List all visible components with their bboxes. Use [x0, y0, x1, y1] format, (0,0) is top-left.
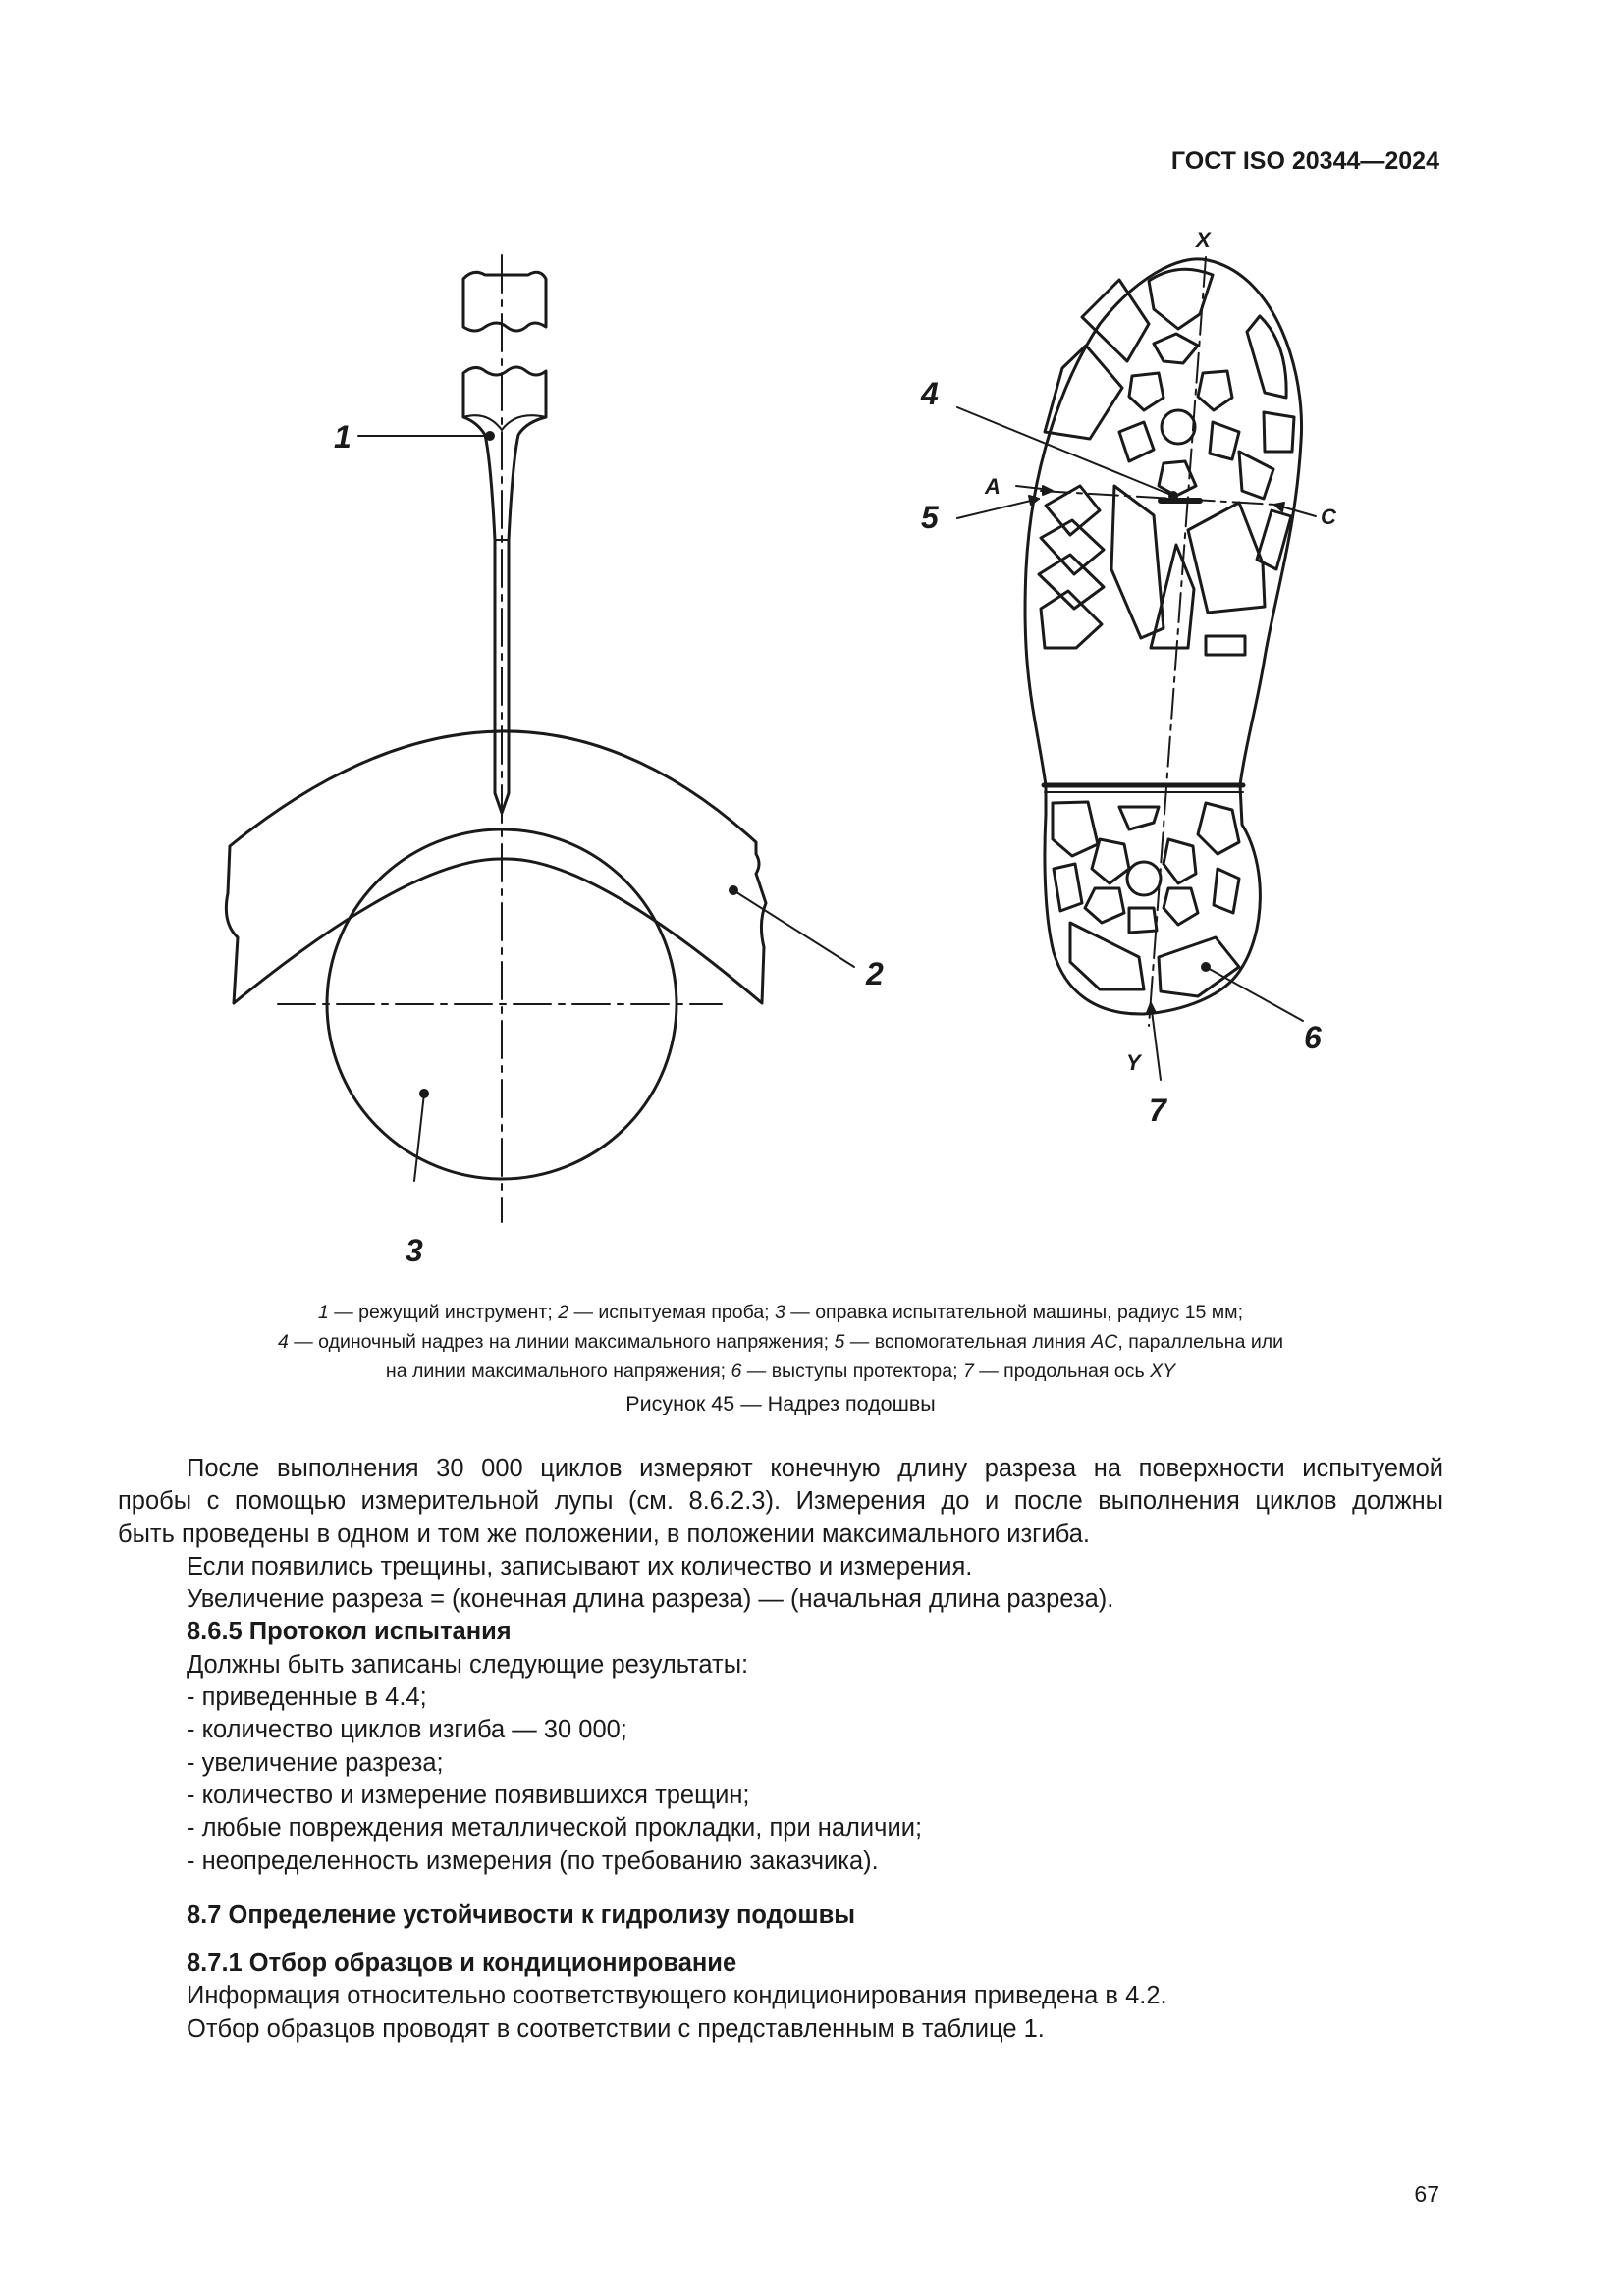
label-6: 6 — [1304, 1020, 1322, 1055]
letter-y: Y — [1126, 1050, 1141, 1075]
label-2: 2 — [866, 956, 884, 991]
paragraph: Отбор образцов проводят в соответствии с представленным в таблице 1. — [187, 2014, 1045, 2043]
paragraph-line: пробы с помощью измерительной лупы (см. 8.6.2.3). Измерения до и после выполнения циклов должны — [118, 1487, 1443, 1516]
list-item: - неопределенность измерения (по требованию заказчика). — [187, 1846, 879, 1875]
list-item: - любые повреждения металлической прокладки, при наличии; — [187, 1814, 923, 1842]
body-text — [118, 1453, 1443, 2046]
letter-a: A — [985, 474, 1001, 499]
figure-caption: Рисунок 45 — Надрез подошвы — [625, 1392, 936, 1415]
paragraph: Должны быть записаны следующие результаты: — [187, 1650, 749, 1679]
figure-legend — [147, 1298, 1414, 1386]
label-3: 3 — [406, 1233, 423, 1268]
paragraph-line: После выполнения 30 000 циклов измеряют конечную длину разреза на поверхности испытуемой — [187, 1455, 1443, 1482]
label-5: 5 — [921, 500, 939, 535]
paragraph — [118, 1453, 1443, 1551]
paragraph: Увеличение разреза = (конечная длина разреза) — (начальная длина разреза). — [187, 1585, 1114, 1614]
letter-x: X — [1196, 228, 1211, 252]
list-item: - количество и измерение появившихся трещин; — [187, 1781, 750, 1809]
results-list — [118, 1682, 1443, 1878]
page-number: 67 — [1414, 2181, 1439, 2207]
list-item: - количество циклов изгиба — 30 000; — [187, 1716, 627, 1744]
letter-c: C — [1321, 505, 1336, 529]
section-heading-8-6-5: 8.6.5 Протокол испытания — [187, 1618, 512, 1646]
list-item: - приведенные в 4.4; — [187, 1683, 427, 1712]
paragraph: Информация относительно соответствующего кондиционирования приведена в 4.2. — [187, 1982, 1167, 2010]
section-heading-8-7-1: 8.7.1 Отбор образцов и кондиционирование — [187, 1949, 737, 1978]
legend-line: 1 — режущий инструмент; 2 — испытуемая проба; 3 — оправка испытательной машины, радиус 15 мм; — [317, 1302, 1244, 1323]
label-7: 7 — [1149, 1093, 1166, 1128]
paragraph-line: быть проведены в одном и том же положении, в положении максимального изгиба. — [118, 1520, 1091, 1548]
legend-line: на линии максимального напряжения; 6 — выступы протектора; 7 — продольная ось XY — [385, 1361, 1176, 1382]
shoe-sole — [1025, 259, 1302, 1014]
label-1: 1 — [334, 419, 352, 454]
document-id: ГОСТ ISO 20344—2024 — [1170, 147, 1439, 175]
legend-line: 4 — одиночный надрез на линии максимального напряжения; 5 — вспомогательная линия AC, параллельна или — [277, 1331, 1284, 1353]
paragraph: Если появились трещины, записывают их количество и измерения. — [187, 1552, 973, 1580]
list-item: - увеличение разреза; — [187, 1748, 444, 1777]
section-heading-8-7: 8.7 Определение устойчивости к гидролизу подошвы — [187, 1900, 856, 1929]
label-4: 4 — [921, 376, 939, 411]
